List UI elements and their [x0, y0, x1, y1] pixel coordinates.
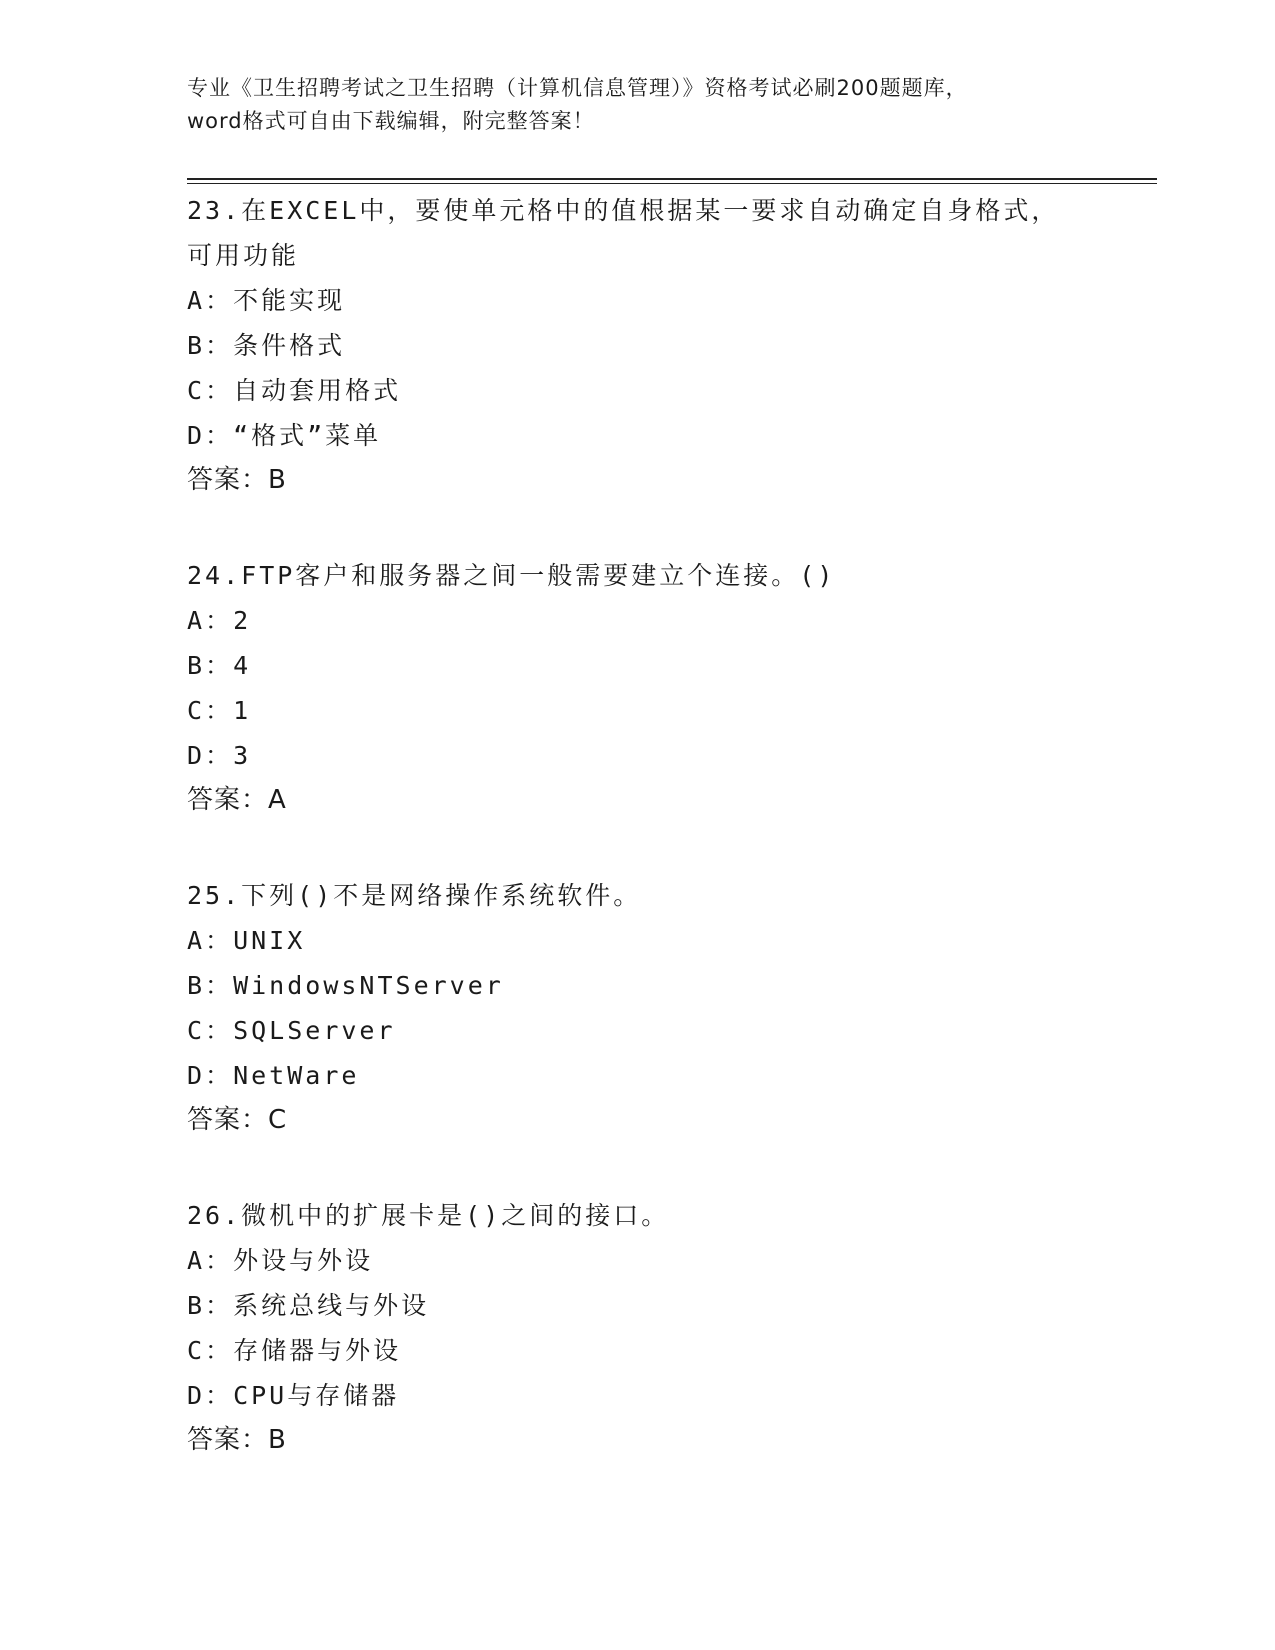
option-text: WindowsNTServer: [233, 971, 504, 1000]
option-text: 1: [233, 696, 252, 725]
header-line-2: word格式可自由下载编辑，附完整答案！: [187, 109, 595, 133]
header-divider: [187, 178, 1157, 184]
option-label: D：: [187, 1061, 234, 1090]
option-a: [187, 278, 1147, 323]
option-label: C：: [187, 376, 234, 405]
question-24: [187, 553, 1147, 823]
option-text: 条件格式: [233, 331, 346, 360]
option-label: C：: [187, 696, 234, 725]
option-d: [187, 733, 1147, 778]
option-text: NetWare: [233, 1061, 360, 1090]
document-page: [187, 0, 1157, 1650]
option-text: 3: [233, 741, 252, 770]
option-label: A：: [187, 286, 234, 315]
question-text: 25.下列()不是网络操作系统软件。: [187, 881, 642, 910]
option-text: UNIX: [233, 926, 306, 955]
question-text: 24.FTP客户和服务器之间一般需要建立个连接。(): [187, 561, 836, 590]
question-25: [187, 873, 1147, 1143]
option-b: [187, 643, 1147, 688]
option-text: 2: [233, 606, 252, 635]
header-line-1: 专业《卫生招聘考试之卫生招聘（计算机信息管理）》资格考试必刷200题题库，: [187, 76, 968, 100]
option-text: “格式”菜单: [233, 421, 382, 450]
option-label: A：: [187, 606, 234, 635]
option-text: 不能实现: [233, 286, 346, 315]
answer: 答案：B: [187, 1425, 287, 1455]
option-d: [187, 413, 1147, 458]
option-label: A：: [187, 1246, 234, 1275]
option-b: [187, 1283, 1147, 1328]
question-text-continued: 可用功能: [187, 241, 300, 270]
document-header: [187, 72, 1087, 138]
option-c: [187, 1328, 1147, 1373]
option-text: 存储器与外设: [233, 1336, 402, 1365]
question-26: [187, 1193, 1147, 1463]
question-text: 26.微机中的扩展卡是()之间的接口。: [187, 1201, 670, 1230]
answer: 答案：C: [187, 1105, 288, 1135]
option-text: SQLServer: [233, 1016, 396, 1045]
answer: 答案：A: [187, 785, 287, 815]
option-label: A：: [187, 926, 234, 955]
option-label: B：: [187, 651, 234, 680]
option-label: B：: [187, 971, 234, 1000]
option-text: CPU与存储器: [233, 1381, 400, 1410]
option-d: [187, 1053, 1147, 1098]
option-d: [187, 1373, 1147, 1418]
option-text: 自动套用格式: [233, 376, 402, 405]
answer: 答案：B: [187, 465, 287, 495]
option-label: B：: [187, 1291, 234, 1320]
option-b: [187, 963, 1147, 1008]
option-b: [187, 323, 1147, 368]
option-a: [187, 1238, 1147, 1283]
option-label: C：: [187, 1016, 234, 1045]
option-text: 4: [233, 651, 252, 680]
option-c: [187, 688, 1147, 733]
option-a: [187, 598, 1147, 643]
option-label: C：: [187, 1336, 234, 1365]
option-label: D：: [187, 421, 234, 450]
option-label: D：: [187, 741, 234, 770]
option-label: B：: [187, 331, 234, 360]
option-c: [187, 1008, 1147, 1053]
option-a: [187, 918, 1147, 963]
option-text: 系统总线与外设: [233, 1291, 430, 1320]
option-label: D：: [187, 1381, 234, 1410]
option-text: 外设与外设: [233, 1246, 374, 1275]
question-23: [187, 188, 1147, 503]
option-c: [187, 368, 1147, 413]
question-text: 23.在EXCEL中，要使单元格中的值根据某一要求自动确定自身格式，: [187, 196, 1060, 225]
